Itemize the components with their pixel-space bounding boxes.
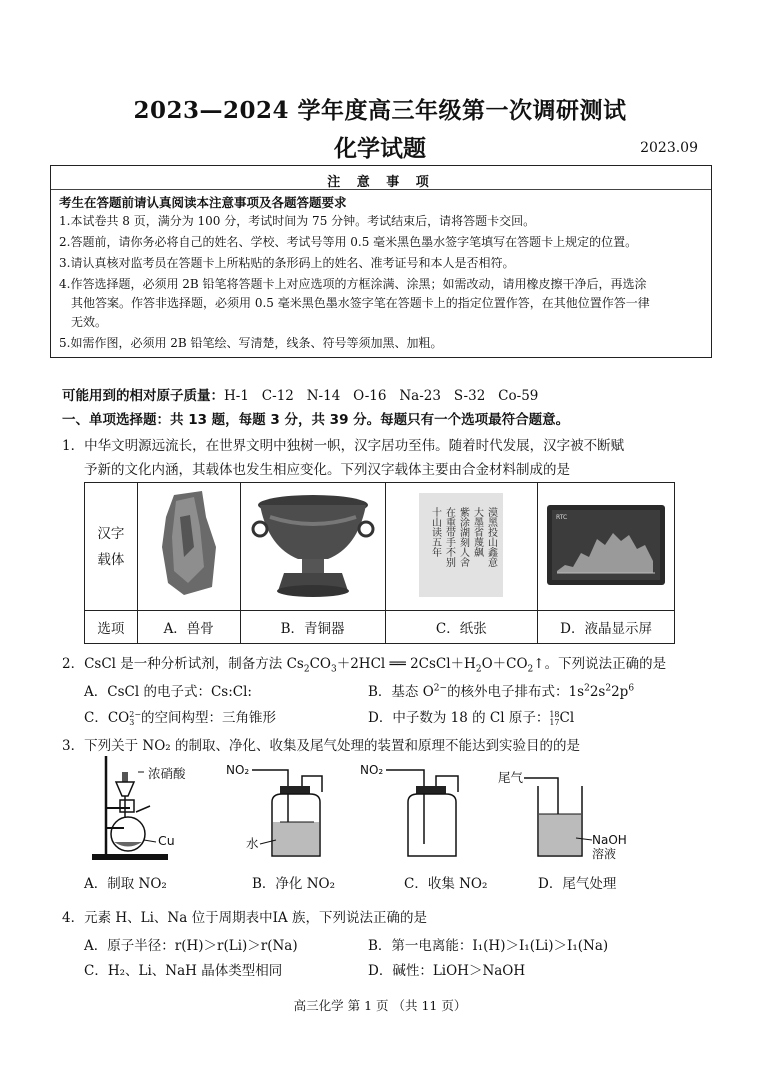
label-no2-c: NO₂ bbox=[360, 763, 384, 777]
q1-row-head-text: 载体 bbox=[97, 551, 125, 568]
bone-image bbox=[144, 487, 234, 602]
q3-option-b: B．净化 NO₂ bbox=[252, 876, 336, 892]
q4-option-c: C．H₂、Li、NaH 晶体类型相同 bbox=[84, 963, 283, 979]
q3-stem: 3．下列关于 NO₂ 的制取、净化、收集及尾气处理的装置和原理不能达到实验目的的是 bbox=[62, 738, 580, 754]
label-naoh: NaOH bbox=[592, 833, 627, 847]
screen-label: RTC bbox=[556, 513, 568, 521]
apparatus-b-purification bbox=[226, 763, 322, 856]
notice-box bbox=[50, 165, 712, 358]
q4-option-a: A．原子半径：r(H)＞r(Li)＞r(Na) bbox=[84, 938, 298, 954]
notice-title: 注 意 事 项 bbox=[327, 175, 435, 190]
notice-heading: 考生在答题前请认真阅读本注意事项及各题答题要求 bbox=[59, 195, 347, 210]
q2-stem-text: CO bbox=[309, 656, 331, 672]
label-tail-gas: 尾气 bbox=[498, 770, 524, 785]
notice-item: 4.作答选择题，必须用 2B 铅笔将答题卡上对应选项的方框涂满、涂黑；如需改动，请用橡皮擦干净后，再选涂 bbox=[59, 277, 647, 291]
calligraphy-paper-image bbox=[419, 493, 503, 597]
q3-apparatus-diagram bbox=[84, 752, 684, 866]
q1-option-d: D．液晶显示屏 bbox=[538, 611, 675, 644]
q4-stem: 4．元素 H、Li、Na 位于周期表中ⅠA 族，下列说法正确的是 bbox=[62, 910, 427, 926]
q2-stem-text: ↑。下列说法正确的是 bbox=[533, 656, 667, 672]
q2-option-c-text: C．CO bbox=[84, 710, 130, 726]
q3-option-d: D．尾气处理 bbox=[538, 876, 617, 892]
label-conc-nitric-acid: 浓硝酸 bbox=[148, 766, 186, 781]
q2-option-d: D．中子数为 18 的 Cl 原子： 18 17 Cl bbox=[368, 709, 575, 727]
q1-image-paper bbox=[385, 483, 538, 611]
notice-divider bbox=[51, 189, 711, 190]
exam-date: 2023.09 bbox=[640, 140, 698, 156]
q2-option-d-text: D．中子数为 18 的 Cl 原子： bbox=[368, 710, 550, 726]
q2-stem-text: 2．CsCl 是一种分析试剂，制备方法 Cs bbox=[62, 656, 304, 672]
calligraphy-column: 十山读五年 bbox=[429, 506, 441, 557]
q2-option-d-text: Cl bbox=[559, 710, 575, 726]
apparatus-c-collection bbox=[360, 763, 458, 856]
q3-option-a: A．制取 NO₂ bbox=[84, 876, 167, 892]
page-footer: 高三化学 第 1 页 （共 11 页） bbox=[293, 998, 467, 1013]
q1-image-bone bbox=[137, 483, 240, 611]
q2-stem-text: O＋CO bbox=[481, 656, 528, 672]
q2-option-b: B．基态 $O^{2-}$的核外电子排布式：$1s^22s^22p^6$ bbox=[368, 683, 635, 700]
q1-options-table bbox=[84, 482, 675, 644]
atomic-mass-values: H-1 C-12 N-14 O-16 Na-23 S-32 Co-59 bbox=[224, 388, 539, 404]
notice-item: 3.请认真核对监考员在答题卡上所粘贴的条形码上的姓名、准考证号和本人是否相符。 bbox=[59, 256, 515, 270]
label-water: 水 bbox=[246, 836, 259, 851]
atomic-mass-label: 可能用到的相对原子质量： bbox=[62, 388, 224, 404]
section-heading: 一、单项选择题：共 13 题，每题 3 分，共 39 分。每题只有一个选项最符合题意。 bbox=[62, 412, 570, 428]
q2-option-a: A．CsCl 的电子式：Cs:Cl: bbox=[84, 684, 252, 700]
calligraphy-column: 在重带手不别 bbox=[443, 506, 455, 567]
notice-item: 1.本试卷共 8 页，满分为 100 分，考试时间为 75 分钟。考试结束后，请将答题卡交回。 bbox=[59, 214, 536, 228]
q2-option-c: C．CO 2− 3 的空间构型：三角锥形 bbox=[84, 709, 277, 727]
q2-option-b-text: B．基态 O bbox=[368, 684, 434, 700]
q1-row-label: 选项 bbox=[85, 611, 138, 644]
notice-item: 2.答题前，请你务必将自己的姓名、学校、考试号等用 0.5 毫米黑色墨水签字笔填写在答题卡上规定的位置。 bbox=[59, 235, 638, 249]
q2-option-b-text: 2p bbox=[611, 684, 629, 700]
notice-item: 5.如需作图，必须用 2B 铅笔绘、写清楚，线条、符号等须加黑、加粗。 bbox=[59, 336, 443, 350]
q1-image-bronze bbox=[240, 483, 385, 611]
q3-option-c: C．收集 NO₂ bbox=[404, 876, 488, 892]
q4-option-b: B．第一电离能：I₁(H)＞I₁(Li)＞I₁(Na) bbox=[368, 938, 609, 954]
atomic-mass-line bbox=[62, 384, 538, 404]
label-solution: 溶液 bbox=[592, 847, 617, 861]
calligraphy-column: 紫涂湖刻人舍 bbox=[457, 506, 469, 567]
q1-image-lcd bbox=[538, 483, 675, 611]
q1-option-b: B．青铜器 bbox=[240, 611, 385, 644]
q1-stem-line1: 1．中华文明源远流长，在世界文明中独树一帜，汉字居功至伟。随着时代发展，汉字被不断赋 bbox=[62, 438, 625, 454]
label-cu: Cu bbox=[158, 833, 175, 848]
q2-option-b-text: 2s bbox=[589, 684, 606, 700]
q1-row-head-text: 汉字 bbox=[97, 525, 125, 542]
exam-subtitle: 化学试题 bbox=[334, 135, 426, 162]
notice-item-continued: 其他答案。作答非选择题，必须用 0.5 毫米黑色墨水签字笔在答题卡上的指定位置作答，在其他位置作答一律 bbox=[71, 296, 650, 310]
q2-stem-text: ＋2HCl ══ 2CsCl＋H bbox=[336, 656, 476, 672]
apparatus-d-tail-gas bbox=[498, 770, 582, 856]
q2-stem: 2．CsCl 是一种分析试剂，制备方法 $Cs_2CO_3+2HCl$ ══ $2CsCl+H_2O+CO_2↑$。下列说法正确的是 bbox=[62, 656, 667, 675]
q1-option-c: C．纸张 bbox=[385, 611, 538, 644]
q4-option-d: D．碱性：LiOH＞NaOH bbox=[368, 963, 526, 979]
notice-item-continued: 无效。 bbox=[71, 315, 108, 329]
q2-option-b-text: 的核外电子排布式：1s bbox=[447, 684, 585, 700]
calligraphy-column: 漠黑投山鑫意 bbox=[485, 506, 497, 567]
bronze-vessel-image bbox=[248, 487, 378, 602]
q2-option-c-text: 的空间构型：三角锥形 bbox=[141, 710, 277, 726]
q1-row-head bbox=[85, 483, 138, 611]
label-no2-b: NO₂ bbox=[226, 763, 250, 777]
calligraphy-column: 大墨省蔑飙 bbox=[471, 506, 483, 557]
q1-stem-line2: 予新的文化内涵，其载体也发生相应变化。下列汉字载体主要由合金材料制成的是 bbox=[84, 462, 570, 478]
q1-option-a: A．兽骨 bbox=[137, 611, 240, 644]
lcd-screen-image bbox=[547, 505, 665, 585]
exam-title: 2023—2024 学年度高三年级第一次调研测试 bbox=[133, 97, 627, 124]
